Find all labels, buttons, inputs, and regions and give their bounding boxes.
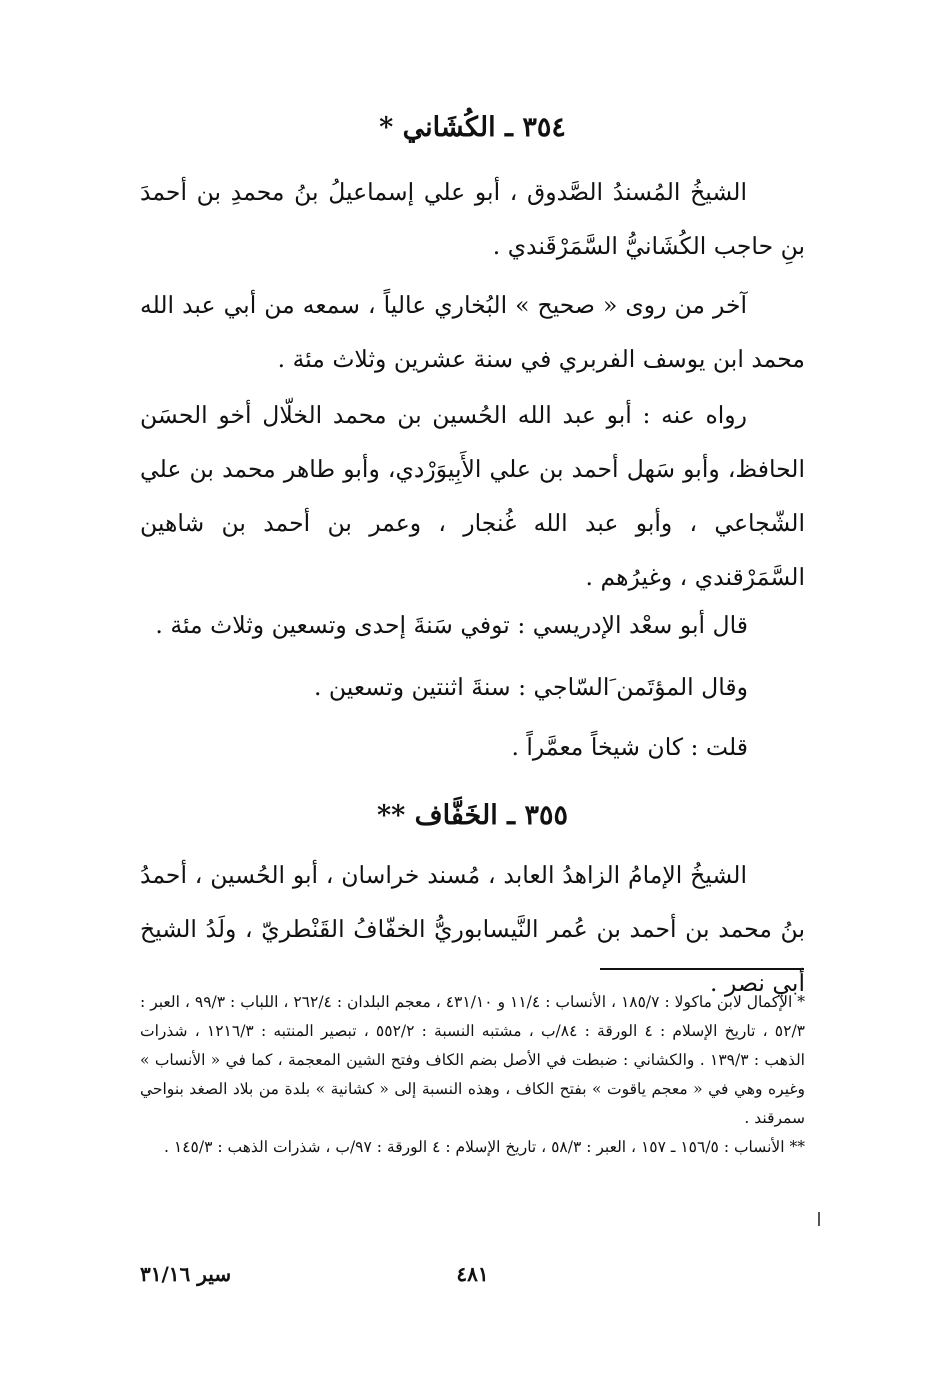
entry-354-intro: الشيخُ المُسندُ الصَّدوق ، أبو علي إسماعيلُ بنُ محمدِ بن أحمدَ بنِ حاجب الكُشَانيُّ السَّمَرْقَندي . — [140, 178, 805, 260]
footnote-entry-354: * الإكمال لابن ماكولا : ١٨٥/٧ ، الأنساب : ١١/٤ و ٤٣١/١٠ ، معجم البلدان : ٢٦٢/٤ ، اللباب : ٩٩/٣ ، العبر : ٥٢/٣ ، تاريخ الإسلام : ٤ الورقة : ٨٤/ب ، مشتبه النسبة : ٥٥٢/٢ ، تبصير المنتبه : ١٢١٦/٣ ، شذرات الذهب : ١٣٩/٣ . والكشاني : ضبطت في الأصل بضم الكاف وفتح الشين المعجمة ، كما في « الأنساب » وغيره وهي في « معجم ياقوت » بفتح الكاف ، وهذه النسبة إلى « كشانية » بلدة من بلاد الصغد بنواحي سمرقند . — [140, 993, 805, 1127]
page-footer — [140, 1262, 805, 1296]
printer-signature: سير ٣١/١٦ — [140, 1262, 232, 1286]
footnotes — [140, 988, 805, 1162]
entry-354-death-saji: وقال المؤتَمن َالسّاجي : سنةَ اثنتين وتسعين . — [313, 673, 748, 701]
entry-355-intro: الشيخُ الإمامُ الزاهدُ العابد ، مُسند خراسان ، أبو الحُسين ، أحمدُ بنُ محمد بن أحمد بن عُمر النَّيسابوريُّ الخفّافُ القَنْطريّ ، ولَدُ الشيخ أبي نصر . — [140, 861, 805, 997]
footnote-entry-355: ** الأنساب : ١٥٦/٥ ـ ١٥٧ ، العبر : ٥٨/٣ ، تاريخ الإسلام : ٤ الورقة : ٩٧/ب ، شذرات الذهب : ١٤٥/٣ . — [164, 1138, 805, 1156]
entry-354-heading: ٣٥٤ ـ الكُشَاني * — [379, 112, 566, 143]
page-number: ٤٨١ — [456, 1262, 489, 1286]
footnote-separator — [600, 968, 804, 970]
entry-354-narrators: رواه عنه : أبو عبد الله الحُسين بن محمد الخلّال أخو الحسَن الحافظ، وأبو سَهل أحمد بن علي الأَبِيوَرْدي، وأبو طاهر محمد بن علي الشّجاعي ، وأبو عبد الله غُنجار ، وعمر بن أحمد بن شاهين السَّمَرْقندي ، وغيرُهم . — [140, 401, 805, 591]
entry-354-sahih-narration: آخر من روى « صحيح » البُخاري عالياً ، سمعه من أبي عبد الله محمد ابن يوسف الفربري في سنة عشرين وثلاث مئة . — [140, 291, 805, 373]
margin-mark — [818, 1212, 820, 1226]
entry-354-author-remark: قلت : كان شيخاً معمَّراً . — [511, 733, 748, 761]
entry-355-heading: ٣٥٥ ـ الخَفَّاف ** — [377, 800, 568, 831]
entry-354-death-idrisi: قال أبو سعْد الإدريسي : توفي سَنةَ إحدى وتسعين وثلاث مئة . — [155, 611, 748, 639]
